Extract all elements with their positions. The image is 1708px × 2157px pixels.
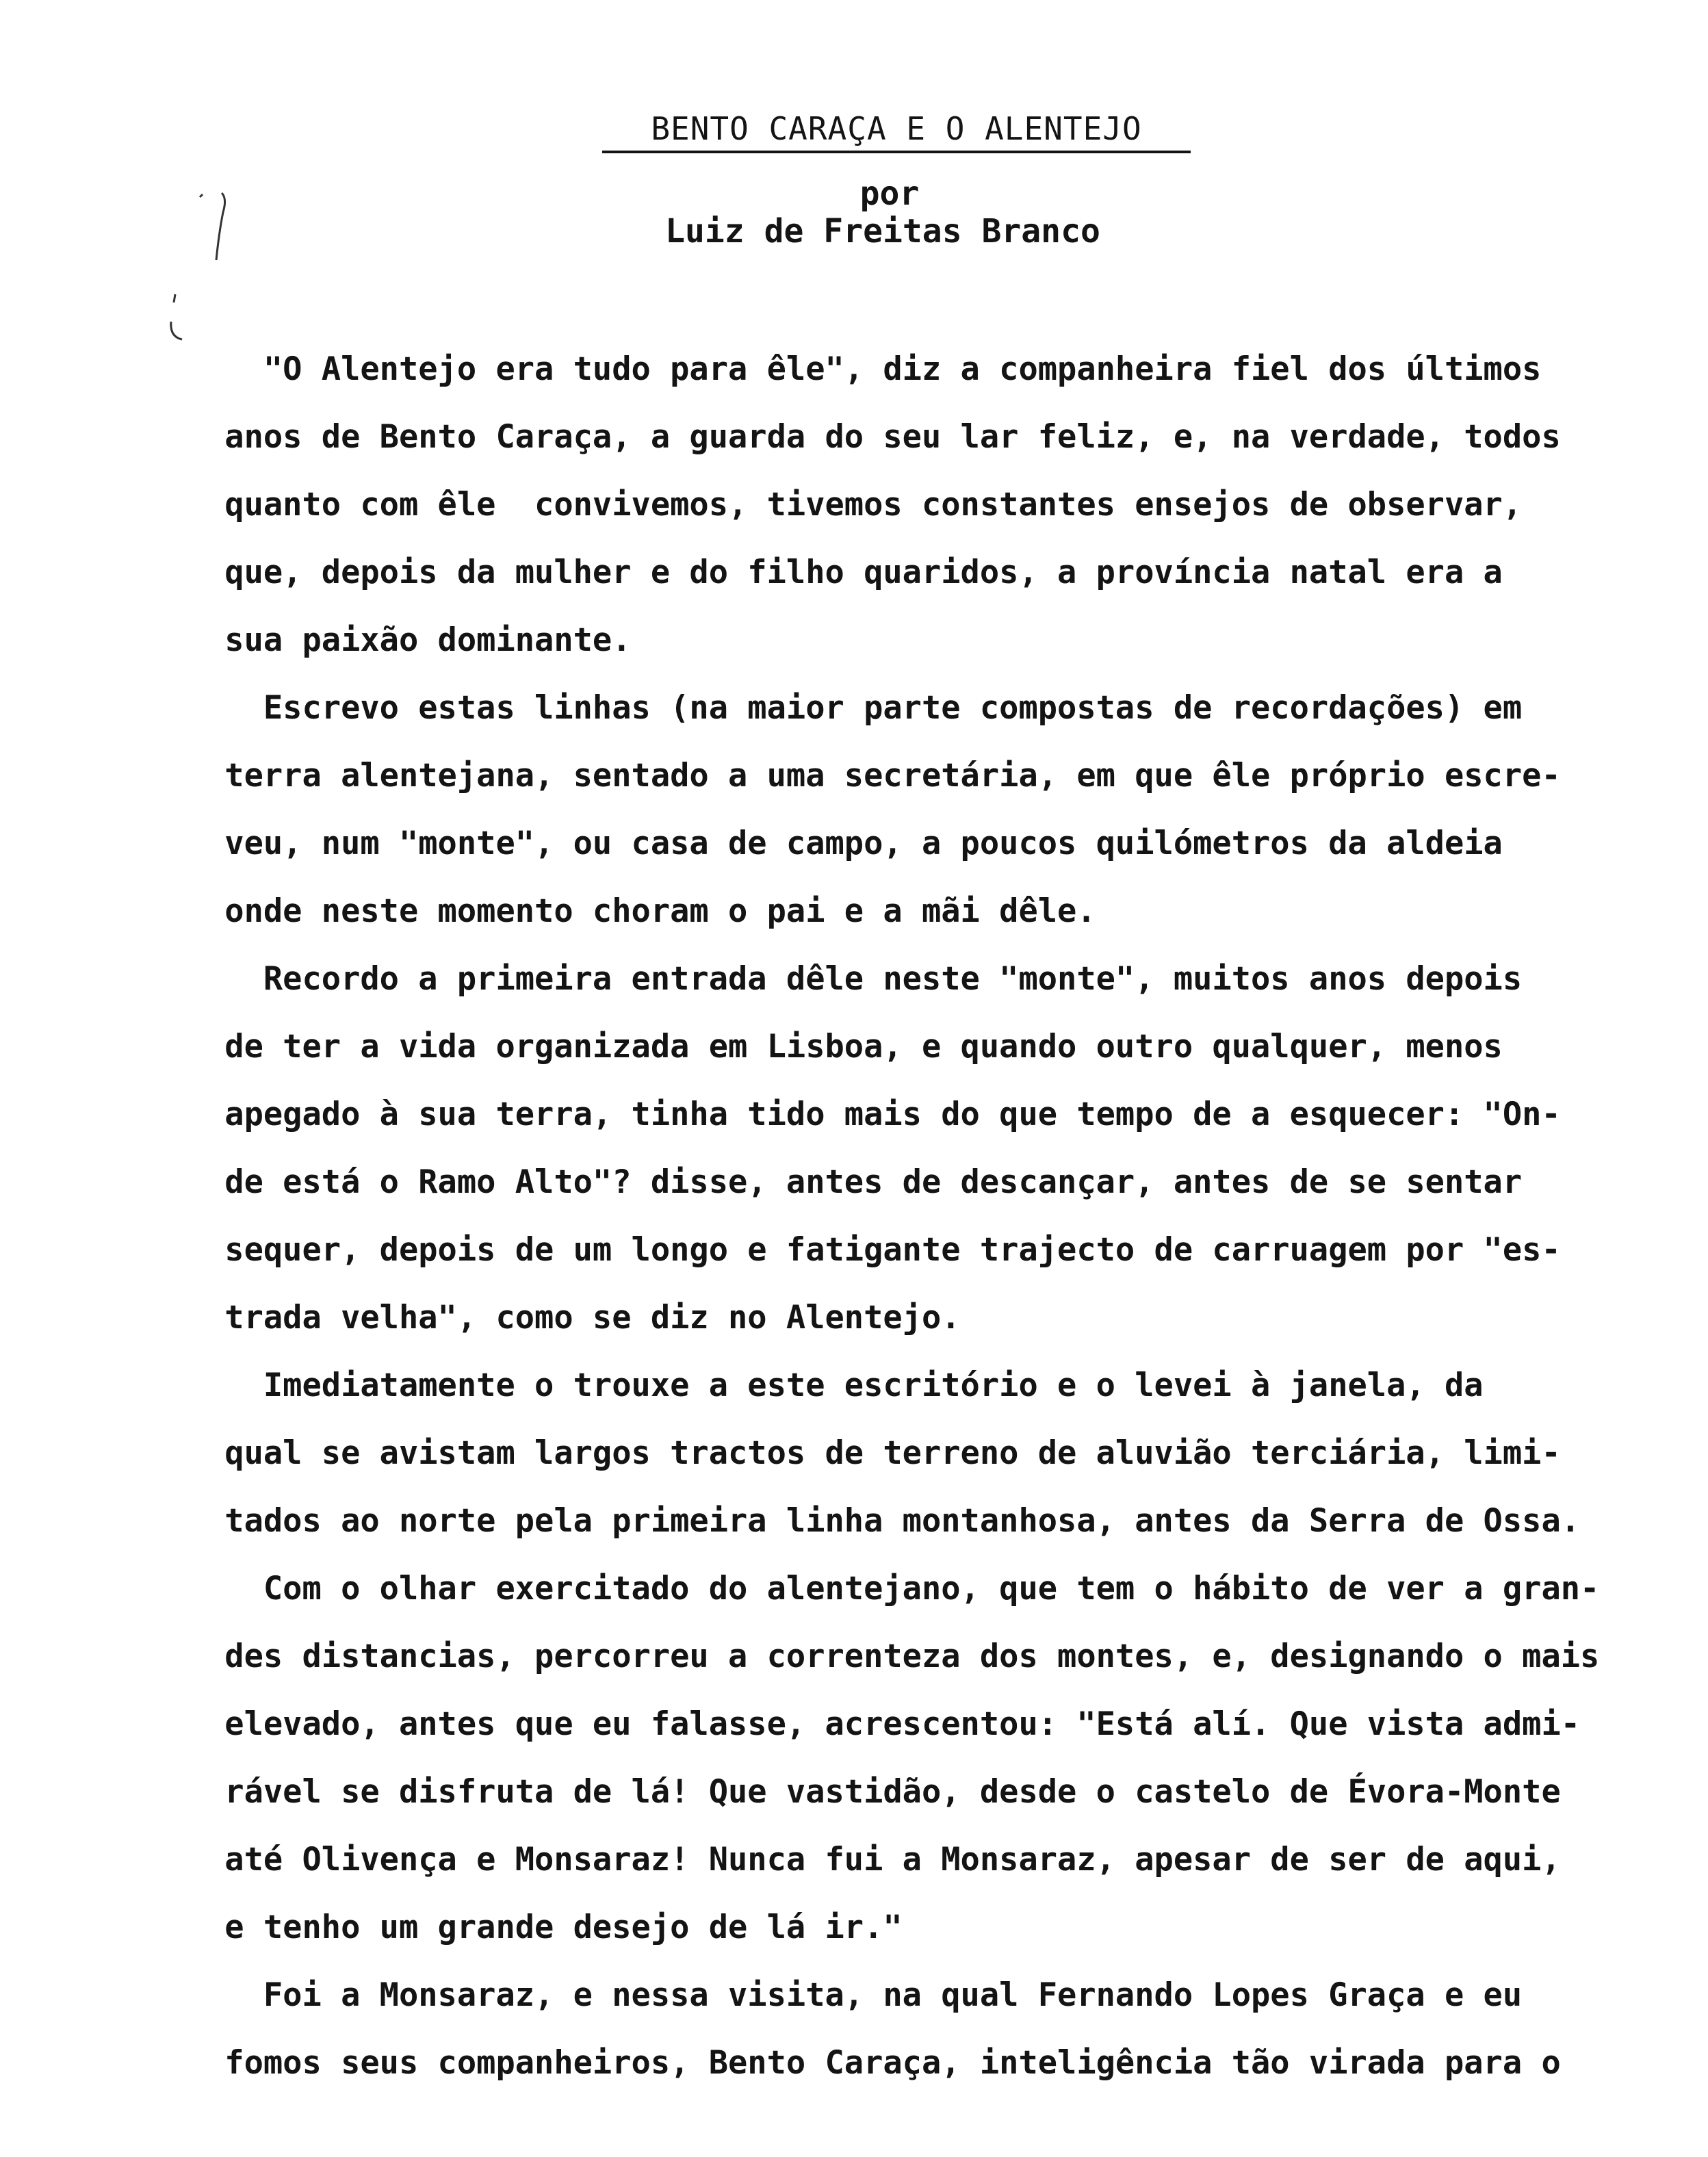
text-line: Imediatamente o trouxe a este escritório e o levei à janela, da [205,1367,1484,1404]
text-line: onde neste momento choram o pai e a mãi dêle. [205,892,1096,930]
text-line: de está o Ramo Alto"? disse, antes de descançar, antes de se sentar [205,1163,1523,1201]
text-line: rável se disfruta de lá! Que vastidão, desde o castelo de Évora-Monte [205,1773,1561,1811]
text-line: sequer, depois de um longo e fatigante trajecto de carruagem por "es- [205,1231,1561,1269]
text-line: e tenho um grande desejo de lá ir." [205,1909,903,1946]
text-line: Com o olhar exercitado do alentejano, que tem o hábito de ver a gran- [205,1570,1600,1607]
author-name: Luiz de Freitas Branco [665,212,1100,250]
text-line: Recordo a primeira entrada dêle neste "monte", muitos anos depois [205,960,1523,998]
text-line: anos de Bento Caraça, a guarda do seu lar feliz, e, na verdade, todos [205,418,1561,456]
text-line: des distancias, percorreu a correnteza dos montes, e, designando o mais [205,1638,1600,1675]
text-line: "O Alentejo era tudo para êle", diz a companheira fiel dos últimos [205,350,1542,388]
text-line: fomos seus companheiros, Bento Caraça, inteligência tão virada para o [205,2044,1561,2082]
text-line: tados ao norte pela primeira linha montanhosa, antes da Serra de Ossa. [205,1502,1581,1540]
text-line: terra alentejana, sentado a uma secretária, em que êle próprio escre- [205,757,1561,795]
text-line: que, depois da mulher e do filho quaridos, a província natal era a [205,554,1503,591]
text-line: Foi a Monsaraz, e nessa visita, na qual Fernando Lopes Graça e eu [205,1976,1523,2014]
text-line: veu, num "monte", ou casa de campo, a poucos quilómetros da aldeia [205,825,1503,862]
text-line: trada velha", como se diz no Alentejo. [205,1299,961,1336]
body-text [205,335,1690,2097]
margin-bracket-mark-icon [161,287,203,349]
text-line: Escrevo estas linhas (na maior parte compostas de recordações) em [205,689,1523,727]
text-line: até Olivença e Monsaraz! Nunca fui a Monsaraz, apesar de ser de aqui, [205,1841,1561,1878]
text-line: qual se avistam largos tractos de terreno de aluvião terciária, limi- [205,1434,1561,1472]
document-title: BENTO CARAÇA E O ALENTEJO [602,108,1191,153]
text-line: elevado, antes que eu falasse, acrescentou: "Está alí. Que vista admi- [205,1705,1581,1743]
text-line: apegado à sua terra, tinha tido mais do que tempo de a esquecer: "On- [205,1096,1561,1133]
margin-pencil-mark-icon [192,185,246,267]
text-line: quanto com êle convivemos, tivemos constantes ensejos de observar, [205,486,1523,524]
text-line: de ter a vida organizada em Lisboa, e quando outro qualquer, menos [205,1028,1503,1065]
byline: por [859,175,920,213]
text-line: sua paixão dominante. [205,621,632,659]
